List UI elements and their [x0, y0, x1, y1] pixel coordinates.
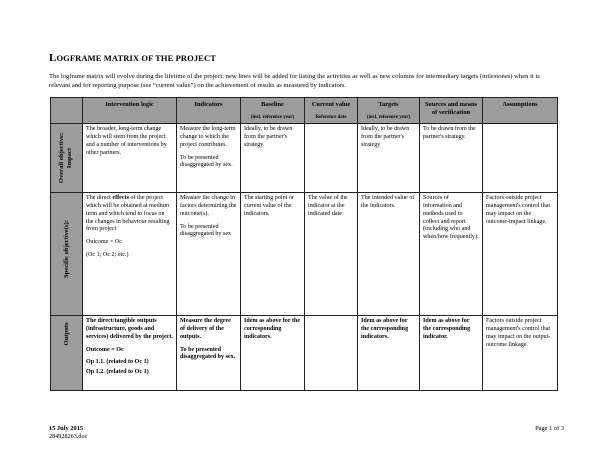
header-targets: [358, 98, 420, 124]
header-sources: Sources and means of verification: [420, 98, 483, 124]
cell-outputs-sources: Idem as above for the corresponding indicator.: [420, 316, 483, 391]
specific-logic-p3: (Oc 1; Oc 2; etc.): [86, 251, 129, 258]
specific-logic-post: of the project which will be obtained at medium term and which tend to focus on the changes in behaviour resulting from project: [86, 195, 170, 233]
header-targets-label: Targets: [378, 101, 399, 108]
row-label-specific: [51, 193, 83, 316]
cell-outputs-targets: Idem as above for the corresponding indicators.: [358, 316, 420, 391]
row-label-overall: [51, 124, 83, 193]
row-overall-objective: [51, 124, 558, 193]
cell-overall-baseline: Ideally, to be drawn from the partner's strategy: [241, 124, 305, 193]
footer-filename: 284928263.doc: [49, 433, 88, 440]
row-outputs: [51, 316, 558, 391]
specific-logic-bold: effects: [112, 195, 129, 202]
specific-label: Specific objective(s):: [62, 220, 70, 279]
cell-overall-sources: To be drawn from the partner's strategy.: [420, 124, 483, 193]
specific-indicators-p1: Measure the change in factors determining the outcome(s).: [180, 195, 237, 217]
footer-page-number: Page 1 of 3: [535, 425, 564, 432]
cell-overall-targets: Ideally, to be drawn from the partner's strategy: [358, 124, 420, 193]
outputs-indicators-p1: Measure the degree of delivery of the outputs.: [180, 318, 231, 340]
cell-specific-indicators: [177, 193, 241, 316]
cell-outputs-indicators: [177, 316, 241, 391]
header-corner: [51, 98, 83, 124]
outputs-indicators-p2: To be presented disaggregated by sex.: [180, 346, 236, 361]
header-targets-sub: (incl. reference year): [366, 114, 411, 120]
cell-overall-current: [305, 124, 358, 193]
specific-indicators-p2: To be presented disaggregated by sex: [180, 223, 232, 238]
header-current-label: Current value: [311, 101, 351, 108]
overall-label-line1: Overall objective:: [58, 133, 66, 184]
outputs-label: Outputs: [62, 322, 70, 346]
outputs-logic-p2: Outcome = Oc: [86, 346, 124, 353]
outputs-logic-p4: Op 1.2. (related to Oc 1): [86, 369, 149, 376]
logframe-table: [50, 97, 558, 391]
document-title: [49, 52, 216, 64]
footer-date: 15 July 2015: [49, 425, 84, 432]
header-row: [51, 98, 558, 124]
header-current-sub: Reference date: [315, 114, 347, 120]
header-indicators: Indicators: [177, 98, 241, 124]
header-baseline: [241, 98, 305, 124]
header-assumptions: Assumptions: [483, 98, 558, 124]
header-current-value: [305, 98, 358, 124]
specific-logic-p2: Outcome = Oc: [86, 239, 122, 246]
cell-overall-assumptions: [483, 124, 558, 193]
title-initial: L: [49, 52, 57, 64]
outputs-logic-p1: The direct/tangible outputs (infrastructure, goods and services) delivered by the project.: [86, 318, 173, 340]
header-baseline-label: Baseline: [261, 101, 284, 108]
cell-specific-targets: The intended value of the indicators.: [358, 193, 420, 316]
specific-logic-pre: The direct: [86, 195, 113, 202]
header-baseline-sub: (incl. reference year): [250, 114, 295, 120]
header-intervention-logic: Intervention logic: [83, 98, 177, 124]
overall-indicators-p1: Measure the long-term change to which the project contributes.: [180, 126, 236, 148]
overall-indicators-p2: To be presented disaggregated by sex.: [180, 154, 233, 169]
outputs-logic-p3: Op 1.1. (related to Oc 1): [86, 359, 149, 366]
cell-outputs-current: [305, 316, 358, 391]
title-rest: OGFRAME MATRIX OF THE PROJECT: [56, 53, 216, 63]
cell-outputs-baseline: Idem as above for the corresponding indicators.: [241, 316, 305, 391]
cell-specific-logic: [83, 193, 177, 316]
intro-paragraph: The logframe matrix will evolve during the lifetime of the project: new lines will be added for listing the activities as well as new columns for intermediary targets (milestones) when it is relevant and for reporting purpose (see “current value”) on the achievement of results as measured by indicators.: [49, 73, 540, 89]
cell-specific-current: The value of the indicator at the indicated date: [305, 193, 358, 316]
overall-label-line2: Impact: [66, 148, 74, 169]
cell-overall-logic: The broader, long-term change which will stem from the project and a number of interventions by other partners.: [83, 124, 177, 193]
cell-specific-sources: Sources of information and methods used to collect and report (including who and when/how frequently).: [420, 193, 483, 316]
cell-specific-baseline: The starting point or current value of the indicators.: [241, 193, 305, 316]
cell-outputs-assumptions: Factors outside project management's control that may impact on the output-outcome linkage.: [483, 316, 558, 391]
cell-outputs-logic: [83, 316, 177, 391]
row-label-outputs: [51, 316, 83, 391]
row-specific-objective: [51, 193, 558, 316]
cell-specific-assumptions: Factors outside project management's control that may impact on the outcome-impact linkage.: [483, 193, 558, 316]
cell-overall-indicators: [177, 124, 241, 193]
